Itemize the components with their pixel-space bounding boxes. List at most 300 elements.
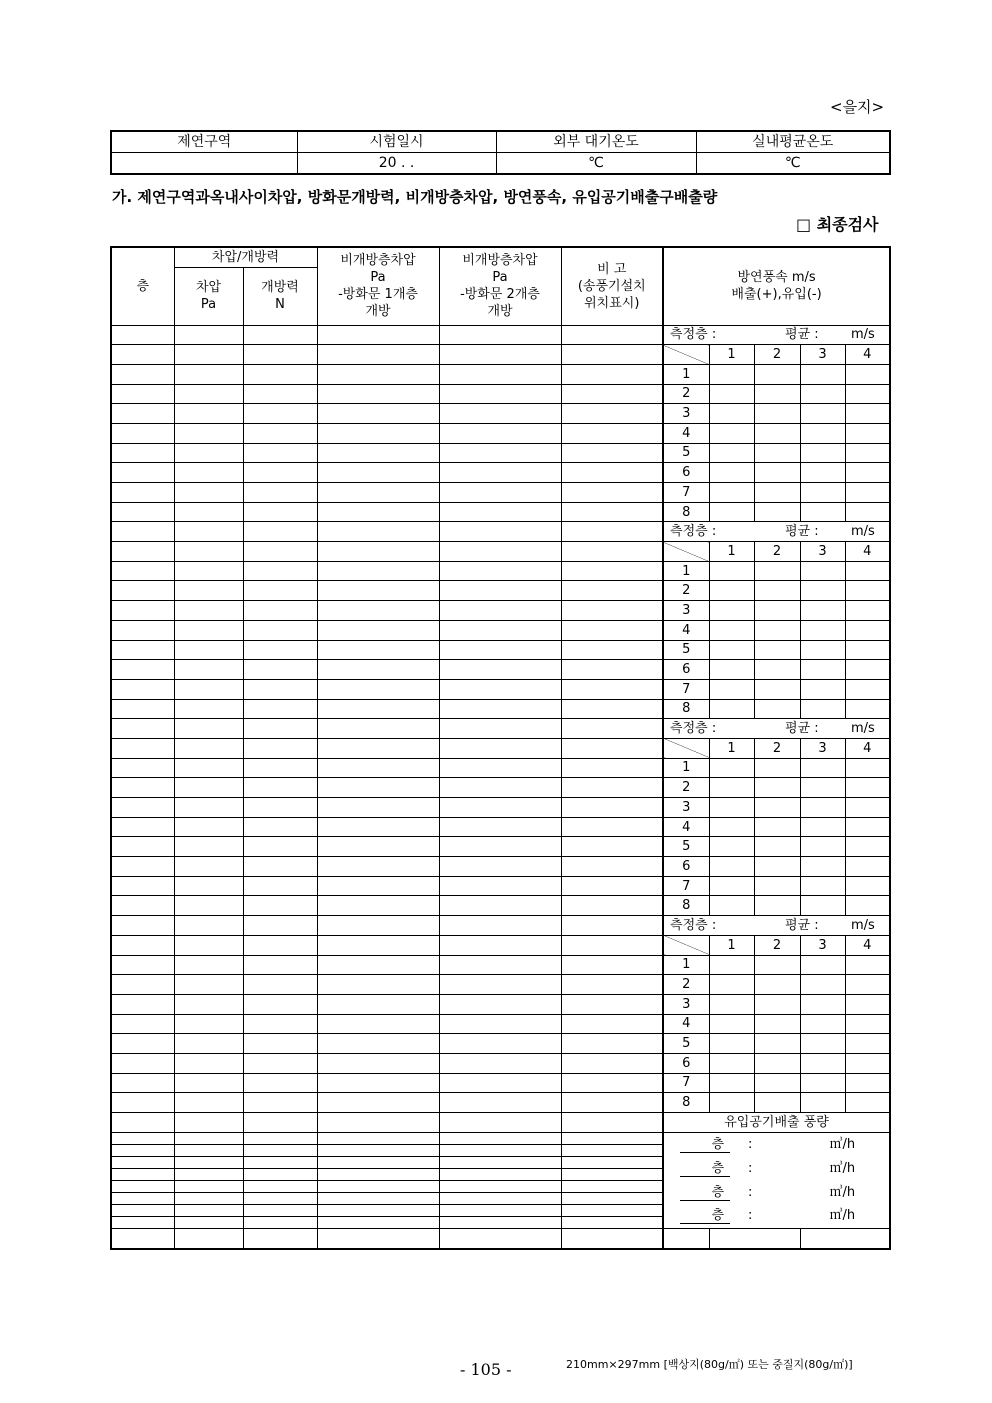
nonopen2-cell[interactable]: [439, 522, 561, 542]
nonopen2-cell[interactable]: [439, 1217, 561, 1229]
nonopen2-cell[interactable]: [439, 1157, 561, 1169]
velocity-cell[interactable]: [845, 798, 890, 818]
velocity-cell[interactable]: [845, 1053, 890, 1073]
remarks-cell[interactable]: [561, 1014, 663, 1034]
exhaust-entry[interactable]: [663, 1133, 890, 1157]
remarks-cell[interactable]: [561, 699, 663, 719]
remarks-cell[interactable]: [561, 798, 663, 818]
velocity-cell[interactable]: [800, 1073, 845, 1093]
remarks-cell[interactable]: [561, 404, 663, 424]
velocity-cell[interactable]: [709, 483, 754, 503]
velocity-cell[interactable]: [754, 975, 800, 995]
dp-cell[interactable]: [174, 345, 243, 365]
nonopen1-cell[interactable]: [317, 679, 439, 699]
nonopen1-cell[interactable]: [317, 1157, 439, 1169]
force-cell[interactable]: [243, 857, 317, 877]
velocity-cell[interactable]: [754, 463, 800, 483]
floor-cell[interactable]: [111, 364, 174, 384]
velocity-cell[interactable]: [709, 896, 754, 916]
dp-cell[interactable]: [174, 896, 243, 916]
velocity-cell[interactable]: [845, 423, 890, 443]
force-cell[interactable]: [243, 778, 317, 798]
remarks-cell[interactable]: [561, 522, 663, 542]
dp-cell[interactable]: [174, 916, 243, 936]
nonopen2-cell[interactable]: [439, 502, 561, 522]
velocity-cell[interactable]: [754, 758, 800, 778]
floor-cell[interactable]: [111, 463, 174, 483]
nonopen2-cell[interactable]: [439, 640, 561, 660]
force-cell[interactable]: [243, 955, 317, 975]
floor-cell[interactable]: [111, 817, 174, 837]
velocity-cell[interactable]: [754, 1093, 800, 1113]
remarks-cell[interactable]: [561, 345, 663, 365]
velocity-cell[interactable]: [754, 1053, 800, 1073]
floor-cell[interactable]: [111, 660, 174, 680]
nonopen1-cell[interactable]: [317, 640, 439, 660]
measure-floor-row[interactable]: [663, 916, 890, 936]
dp-cell[interactable]: [174, 443, 243, 463]
floor-cell[interactable]: [111, 1053, 174, 1073]
nonopen2-cell[interactable]: [439, 679, 561, 699]
nonopen1-cell[interactable]: [317, 522, 439, 542]
dp-cell[interactable]: [174, 384, 243, 404]
remarks-cell[interactable]: [561, 778, 663, 798]
nonopen2-cell[interactable]: [439, 561, 561, 581]
dp-cell[interactable]: [174, 837, 243, 857]
floor-cell[interactable]: [111, 798, 174, 818]
floor-cell[interactable]: [111, 1073, 174, 1093]
nonopen2-cell[interactable]: [439, 325, 561, 345]
velocity-cell[interactable]: [845, 699, 890, 719]
velocity-cell[interactable]: [709, 581, 754, 601]
dp-cell[interactable]: [174, 483, 243, 503]
dp-cell[interactable]: [174, 1053, 243, 1073]
velocity-cell[interactable]: [800, 384, 845, 404]
force-cell[interactable]: [243, 817, 317, 837]
dp-cell[interactable]: [174, 542, 243, 562]
nonopen1-cell[interactable]: [317, 857, 439, 877]
nonopen1-cell[interactable]: [317, 1169, 439, 1181]
nonopen1-cell[interactable]: [317, 1181, 439, 1193]
dp-cell[interactable]: [174, 955, 243, 975]
remarks-cell[interactable]: [561, 955, 663, 975]
floor-cell[interactable]: [111, 778, 174, 798]
dp-cell[interactable]: [174, 561, 243, 581]
velocity-cell[interactable]: [800, 758, 845, 778]
velocity-cell[interactable]: [709, 699, 754, 719]
force-cell[interactable]: [243, 1053, 317, 1073]
nonopen1-cell[interactable]: [317, 423, 439, 443]
remarks-cell[interactable]: [561, 1193, 663, 1205]
remarks-cell[interactable]: [561, 994, 663, 1014]
floor-cell[interactable]: [111, 1193, 174, 1205]
dp-cell[interactable]: [174, 404, 243, 424]
exhaust-entry[interactable]: [663, 1157, 890, 1181]
dp-cell[interactable]: [174, 778, 243, 798]
velocity-cell[interactable]: [845, 975, 890, 995]
velocity-cell[interactable]: [754, 483, 800, 503]
remarks-cell[interactable]: [561, 325, 663, 345]
remarks-cell[interactable]: [561, 542, 663, 562]
velocity-cell[interactable]: [845, 817, 890, 837]
remarks-cell[interactable]: [561, 738, 663, 758]
velocity-cell[interactable]: [709, 837, 754, 857]
nonopen2-cell[interactable]: [439, 1053, 561, 1073]
floor-cell[interactable]: [111, 994, 174, 1014]
nonopen1-cell[interactable]: [317, 620, 439, 640]
velocity-cell[interactable]: [800, 561, 845, 581]
nonopen1-cell[interactable]: [317, 935, 439, 955]
velocity-cell[interactable]: [845, 1093, 890, 1113]
nonopen1-cell[interactable]: [317, 955, 439, 975]
floor-cell[interactable]: [111, 1145, 174, 1157]
velocity-cell[interactable]: [800, 679, 845, 699]
force-cell[interactable]: [243, 1229, 317, 1249]
nonopen2-cell[interactable]: [439, 404, 561, 424]
velocity-cell[interactable]: [709, 640, 754, 660]
velocity-cell[interactable]: [754, 1073, 800, 1093]
force-cell[interactable]: [243, 1181, 317, 1193]
floor-cell[interactable]: [111, 404, 174, 424]
remarks-cell[interactable]: [561, 1133, 663, 1145]
floor-cell[interactable]: [111, 916, 174, 936]
velocity-cell[interactable]: [754, 581, 800, 601]
floor-cell[interactable]: [111, 857, 174, 877]
force-cell[interactable]: [243, 423, 317, 443]
nonopen1-cell[interactable]: [317, 1053, 439, 1073]
nonopen2-cell[interactable]: [439, 1145, 561, 1157]
velocity-cell[interactable]: [845, 955, 890, 975]
velocity-cell[interactable]: [800, 1034, 845, 1054]
dp-cell[interactable]: [174, 699, 243, 719]
force-cell[interactable]: [243, 483, 317, 503]
nonopen1-cell[interactable]: [317, 1193, 439, 1205]
remarks-cell[interactable]: [561, 1034, 663, 1054]
velocity-cell[interactable]: [845, 384, 890, 404]
velocity-cell[interactable]: [754, 364, 800, 384]
dp-cell[interactable]: [174, 640, 243, 660]
velocity-cell[interactable]: [754, 1014, 800, 1034]
remarks-cell[interactable]: [561, 483, 663, 503]
nonopen1-cell[interactable]: [317, 404, 439, 424]
value-outdoor-temp[interactable]: ℃: [496, 153, 696, 175]
velocity-cell[interactable]: [754, 994, 800, 1014]
dp-cell[interactable]: [174, 463, 243, 483]
remarks-cell[interactable]: [561, 1169, 663, 1181]
force-cell[interactable]: [243, 640, 317, 660]
floor-cell[interactable]: [111, 542, 174, 562]
velocity-cell[interactable]: [800, 423, 845, 443]
velocity-cell[interactable]: [845, 601, 890, 621]
nonopen1-cell[interactable]: [317, 502, 439, 522]
velocity-cell[interactable]: [800, 1053, 845, 1073]
velocity-cell[interactable]: [754, 679, 800, 699]
remarks-cell[interactable]: [561, 640, 663, 660]
nonopen1-cell[interactable]: [317, 778, 439, 798]
nonopen1-cell[interactable]: [317, 916, 439, 936]
nonopen1-cell[interactable]: [317, 837, 439, 857]
force-cell[interactable]: [243, 502, 317, 522]
velocity-cell[interactable]: [845, 561, 890, 581]
force-cell[interactable]: [243, 522, 317, 542]
velocity-cell[interactable]: [845, 994, 890, 1014]
velocity-cell[interactable]: [800, 660, 845, 680]
nonopen2-cell[interactable]: [439, 1181, 561, 1193]
nonopen1-cell[interactable]: [317, 1133, 439, 1145]
floor-cell[interactable]: [111, 1217, 174, 1229]
nonopen2-cell[interactable]: [439, 857, 561, 877]
velocity-cell[interactable]: [709, 1034, 754, 1054]
force-cell[interactable]: [243, 738, 317, 758]
nonopen1-cell[interactable]: [317, 364, 439, 384]
exhaust-entry[interactable]: [663, 1181, 890, 1205]
force-cell[interactable]: [243, 837, 317, 857]
remarks-cell[interactable]: [561, 1053, 663, 1073]
velocity-cell[interactable]: [754, 423, 800, 443]
floor-cell[interactable]: [111, 679, 174, 699]
force-cell[interactable]: [243, 699, 317, 719]
remarks-cell[interactable]: [561, 384, 663, 404]
nonopen1-cell[interactable]: [317, 483, 439, 503]
nonopen1-cell[interactable]: [317, 994, 439, 1014]
floor-cell[interactable]: [111, 1014, 174, 1034]
nonopen2-cell[interactable]: [439, 1034, 561, 1054]
floor-cell[interactable]: [111, 345, 174, 365]
nonopen2-cell[interactable]: [439, 955, 561, 975]
nonopen2-cell[interactable]: [439, 542, 561, 562]
nonopen1-cell[interactable]: [317, 581, 439, 601]
velocity-cell[interactable]: [754, 955, 800, 975]
force-cell[interactable]: [243, 443, 317, 463]
velocity-cell[interactable]: [800, 837, 845, 857]
force-cell[interactable]: [243, 1193, 317, 1205]
dp-cell[interactable]: [174, 1193, 243, 1205]
nonopen1-cell[interactable]: [317, 1034, 439, 1054]
nonopen1-cell[interactable]: [317, 660, 439, 680]
force-cell[interactable]: [243, 601, 317, 621]
force-cell[interactable]: [243, 364, 317, 384]
force-cell[interactable]: [243, 1133, 317, 1145]
force-cell[interactable]: [243, 1014, 317, 1034]
remarks-cell[interactable]: [561, 896, 663, 916]
floor-cell[interactable]: [111, 1169, 174, 1181]
floor-cell[interactable]: [111, 581, 174, 601]
nonopen1-cell[interactable]: [317, 1217, 439, 1229]
force-cell[interactable]: [243, 876, 317, 896]
velocity-cell[interactable]: [709, 1093, 754, 1113]
velocity-cell[interactable]: [754, 857, 800, 877]
remarks-cell[interactable]: [561, 1181, 663, 1193]
dp-cell[interactable]: [174, 975, 243, 995]
nonopen2-cell[interactable]: [439, 896, 561, 916]
nonopen2-cell[interactable]: [439, 463, 561, 483]
velocity-cell[interactable]: [709, 384, 754, 404]
velocity-cell[interactable]: [800, 443, 845, 463]
dp-cell[interactable]: [174, 423, 243, 443]
dp-cell[interactable]: [174, 581, 243, 601]
floor-cell[interactable]: [111, 502, 174, 522]
force-cell[interactable]: [243, 679, 317, 699]
dp-cell[interactable]: [174, 935, 243, 955]
velocity-cell[interactable]: [754, 404, 800, 424]
velocity-cell[interactable]: [754, 502, 800, 522]
remarks-cell[interactable]: [561, 817, 663, 837]
remarks-cell[interactable]: [561, 443, 663, 463]
velocity-cell[interactable]: [800, 896, 845, 916]
force-cell[interactable]: [243, 404, 317, 424]
exhaust-entry[interactable]: [663, 1205, 890, 1229]
velocity-cell[interactable]: [800, 1014, 845, 1034]
velocity-cell[interactable]: [845, 1073, 890, 1093]
velocity-cell[interactable]: [845, 483, 890, 503]
nonopen2-cell[interactable]: [439, 1169, 561, 1181]
nonopen1-cell[interactable]: [317, 896, 439, 916]
floor-cell[interactable]: [111, 876, 174, 896]
remarks-cell[interactable]: [561, 620, 663, 640]
force-cell[interactable]: [243, 896, 317, 916]
velocity-cell[interactable]: [709, 955, 754, 975]
nonopen2-cell[interactable]: [439, 443, 561, 463]
force-cell[interactable]: [243, 719, 317, 739]
floor-cell[interactable]: [111, 1205, 174, 1217]
nonopen1-cell[interactable]: [317, 876, 439, 896]
force-cell[interactable]: [243, 916, 317, 936]
velocity-cell[interactable]: [800, 975, 845, 995]
velocity-cell[interactable]: [800, 601, 845, 621]
nonopen1-cell[interactable]: [317, 699, 439, 719]
velocity-cell[interactable]: [845, 640, 890, 660]
dp-cell[interactable]: [174, 620, 243, 640]
dp-cell[interactable]: [174, 1133, 243, 1145]
velocity-cell[interactable]: [754, 640, 800, 660]
floor-cell[interactable]: [111, 837, 174, 857]
dp-cell[interactable]: [174, 601, 243, 621]
value-test-date[interactable]: 20 . .: [297, 153, 496, 175]
velocity-cell[interactable]: [845, 876, 890, 896]
remarks-cell[interactable]: [561, 463, 663, 483]
remarks-cell[interactable]: [561, 1113, 663, 1133]
dp-cell[interactable]: [174, 758, 243, 778]
floor-cell[interactable]: [111, 522, 174, 542]
dp-cell[interactable]: [174, 994, 243, 1014]
nonopen2-cell[interactable]: [439, 876, 561, 896]
velocity-cell[interactable]: [709, 620, 754, 640]
dp-cell[interactable]: [174, 857, 243, 877]
nonopen1-cell[interactable]: [317, 1014, 439, 1034]
remarks-cell[interactable]: [561, 364, 663, 384]
velocity-cell[interactable]: [800, 1093, 845, 1113]
floor-cell[interactable]: [111, 443, 174, 463]
nonopen2-cell[interactable]: [439, 581, 561, 601]
velocity-cell[interactable]: [709, 857, 754, 877]
force-cell[interactable]: [243, 1145, 317, 1157]
velocity-cell[interactable]: [800, 778, 845, 798]
dp-cell[interactable]: [174, 679, 243, 699]
nonopen1-cell[interactable]: [317, 443, 439, 463]
force-cell[interactable]: [243, 1093, 317, 1113]
velocity-cell[interactable]: [754, 778, 800, 798]
dp-cell[interactable]: [174, 325, 243, 345]
floor-cell[interactable]: [111, 620, 174, 640]
velocity-cell[interactable]: [800, 620, 845, 640]
nonopen2-cell[interactable]: [439, 345, 561, 365]
nonopen2-cell[interactable]: [439, 975, 561, 995]
measure-floor-row[interactable]: [663, 719, 890, 739]
velocity-cell[interactable]: [709, 404, 754, 424]
nonopen2-cell[interactable]: [439, 699, 561, 719]
remarks-cell[interactable]: [561, 1073, 663, 1093]
remarks-cell[interactable]: [561, 1205, 663, 1217]
dp-cell[interactable]: [174, 719, 243, 739]
remarks-cell[interactable]: [561, 581, 663, 601]
velocity-cell[interactable]: [754, 660, 800, 680]
dp-cell[interactable]: [174, 364, 243, 384]
velocity-cell[interactable]: [800, 463, 845, 483]
velocity-cell[interactable]: [709, 364, 754, 384]
velocity-cell[interactable]: [845, 778, 890, 798]
nonopen2-cell[interactable]: [439, 660, 561, 680]
force-cell[interactable]: [243, 384, 317, 404]
velocity-cell[interactable]: [754, 817, 800, 837]
floor-cell[interactable]: [111, 1157, 174, 1169]
remarks-cell[interactable]: [561, 1217, 663, 1229]
nonopen1-cell[interactable]: [317, 798, 439, 818]
floor-cell[interactable]: [111, 1034, 174, 1054]
nonopen2-cell[interactable]: [439, 601, 561, 621]
force-cell[interactable]: [243, 660, 317, 680]
nonopen2-cell[interactable]: [439, 1193, 561, 1205]
floor-cell[interactable]: [111, 935, 174, 955]
velocity-cell[interactable]: [800, 699, 845, 719]
floor-cell[interactable]: [111, 896, 174, 916]
dp-cell[interactable]: [174, 1205, 243, 1217]
velocity-cell[interactable]: [800, 876, 845, 896]
floor-cell[interactable]: [111, 423, 174, 443]
velocity-cell[interactable]: [754, 443, 800, 463]
velocity-cell[interactable]: [800, 640, 845, 660]
nonopen2-cell[interactable]: [439, 817, 561, 837]
nonopen2-cell[interactable]: [439, 758, 561, 778]
measure-floor-row[interactable]: [663, 522, 890, 542]
remarks-cell[interactable]: [561, 935, 663, 955]
velocity-cell[interactable]: [800, 404, 845, 424]
nonopen2-cell[interactable]: [439, 1014, 561, 1034]
dp-cell[interactable]: [174, 1181, 243, 1193]
nonopen2-cell[interactable]: [439, 1113, 561, 1133]
floor-cell[interactable]: [111, 719, 174, 739]
nonopen1-cell[interactable]: [317, 817, 439, 837]
velocity-cell[interactable]: [800, 817, 845, 837]
nonopen2-cell[interactable]: [439, 837, 561, 857]
dp-cell[interactable]: [174, 660, 243, 680]
force-cell[interactable]: [243, 994, 317, 1014]
velocity-cell[interactable]: [800, 502, 845, 522]
dp-cell[interactable]: [174, 1073, 243, 1093]
force-cell[interactable]: [243, 325, 317, 345]
nonopen1-cell[interactable]: [317, 561, 439, 581]
nonopen2-cell[interactable]: [439, 1073, 561, 1093]
nonopen1-cell[interactable]: [317, 542, 439, 562]
velocity-cell[interactable]: [800, 483, 845, 503]
velocity-cell[interactable]: [845, 857, 890, 877]
velocity-cell[interactable]: [754, 699, 800, 719]
floor-cell[interactable]: [111, 325, 174, 345]
nonopen1-cell[interactable]: [317, 738, 439, 758]
velocity-cell[interactable]: [754, 798, 800, 818]
nonopen2-cell[interactable]: [439, 935, 561, 955]
floor-cell[interactable]: [111, 699, 174, 719]
velocity-cell[interactable]: [845, 896, 890, 916]
